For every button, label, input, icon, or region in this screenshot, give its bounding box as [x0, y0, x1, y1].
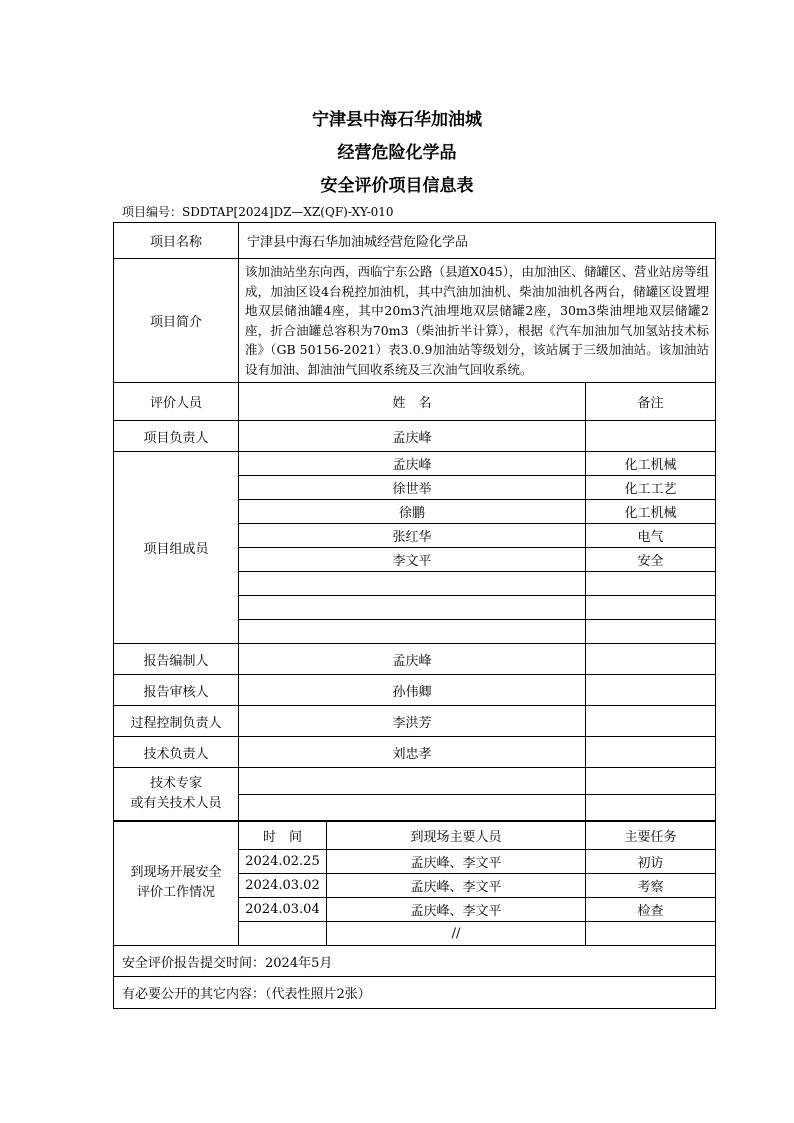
role-label: 报告编制人: [114, 644, 239, 675]
member-note: [586, 620, 716, 644]
info-table: [113, 222, 716, 1009]
member-row: [114, 452, 716, 476]
member-name: 徐鹏: [239, 500, 586, 524]
row-project-leader: [114, 421, 716, 452]
role-label: 过程控制负责人: [114, 706, 239, 737]
row-report-reviewer: [114, 675, 716, 706]
site-task: 检查: [586, 898, 716, 922]
title-line-2: 经营危险化学品: [337, 143, 457, 163]
role-name: 孟庆峰: [239, 644, 586, 675]
member-name: 张红华: [239, 524, 586, 548]
site-task: 考察: [586, 874, 716, 898]
member-name: [239, 572, 586, 596]
member-name: 李文平: [239, 548, 586, 572]
document-title: [0, 104, 794, 203]
site-work-label-line2: 评价工作情况: [136, 885, 215, 901]
experts-label: [114, 768, 239, 821]
member-note: [586, 596, 716, 620]
row-site-header: [114, 821, 716, 850]
public-content: 有必要公开的其它内容：（代表性照片2张）: [114, 977, 716, 1009]
project-name-value: 宁津县中海石华加油城经营危险化学品: [239, 223, 716, 259]
members-label: 项目组成员: [114, 452, 239, 644]
role-name: 李洪芳: [239, 706, 586, 737]
member-name: 徐世举: [239, 476, 586, 500]
leader-name: 孟庆峰: [239, 421, 586, 452]
title-line-3: 安全评价项目信息表: [320, 176, 474, 196]
leader-label: 项目负责人: [114, 421, 239, 452]
site-people: 孟庆峰、李文平: [327, 898, 586, 922]
site-work-label-line1: 到现场开展安全: [130, 865, 222, 881]
site-task: [586, 922, 716, 946]
site-header-time: 时 间: [239, 821, 327, 850]
member-note: 电气: [586, 524, 716, 548]
title-line-1: 宁津县中海石华加油城: [312, 110, 482, 130]
member-name: 孟庆峰: [239, 452, 586, 476]
site-header-people: 到现场主要人员: [327, 821, 586, 850]
site-time: [239, 922, 327, 946]
header-note: 备注: [586, 383, 716, 421]
member-note: 化工工艺: [586, 476, 716, 500]
site-people: 孟庆峰、李文平: [327, 874, 586, 898]
site-task: 初访: [586, 850, 716, 874]
member-name: [239, 620, 586, 644]
row-personnel-header: [114, 383, 716, 421]
member-note: 安全: [586, 548, 716, 572]
member-name: [239, 596, 586, 620]
role-name: 孙伟卿: [239, 675, 586, 706]
site-time: 2024.03.04: [239, 898, 327, 922]
experts-label-line1: 技术专家: [149, 775, 202, 791]
row-process-control: [114, 706, 716, 737]
site-people: //: [327, 922, 586, 946]
submit-time: 安全评价报告提交时间：2024年5月: [114, 946, 716, 977]
row-public-content: [114, 977, 716, 1009]
member-note: [586, 572, 716, 596]
site-work-label: [114, 821, 239, 946]
row-tech-lead: [114, 737, 716, 768]
project-name-label: 项目名称: [114, 223, 239, 259]
header-role: 评价人员: [114, 383, 239, 421]
role-label: 报告审核人: [114, 675, 239, 706]
row-experts: [114, 768, 716, 795]
row-project-name: [114, 223, 716, 259]
row-project-intro: [114, 259, 716, 383]
leader-note: [586, 421, 716, 452]
member-note: 化工机械: [586, 500, 716, 524]
site-time: 2024.03.02: [239, 874, 327, 898]
site-time: 2024.02.25: [239, 850, 327, 874]
row-report-author: [114, 644, 716, 675]
project-intro-value: 该加油站坐东向西，西临宁东公路（县道X045），由加油区、储罐区、营业站房等组成，加油区设4台税控加油机，其中汽油加油机、柴油加油机各两台，储罐区设置埋地双层储油罐4座，其中20m3汽油埋地双层储罐2座，30m3柴油埋地双层储罐2座，折合油罐总容积为70m3（柴油折半计算），根据《汽车加油加气加氢站技术标准》（GB 50156-2021）表3.0.9加油站等级划分，该站属于三级加油站。该加油站设有加油、卸油油气回收系统及三次油气回收系统。: [239, 259, 716, 383]
member-note: 化工机械: [586, 452, 716, 476]
site-header-task: 主要任务: [586, 821, 716, 850]
site-people: 孟庆峰、李文平: [327, 850, 586, 874]
role-label: 技术负责人: [114, 737, 239, 768]
header-name: 姓 名: [239, 383, 586, 421]
experts-label-line2: 或有关技术人员: [130, 795, 222, 811]
project-intro-label: 项目简介: [114, 259, 239, 383]
role-name: 刘忠孝: [239, 737, 586, 768]
row-submit-time: [114, 946, 716, 977]
project-id: 项目编号：SDDTAP[2024]DZ—XZ(QF)-XY-010: [122, 205, 394, 219]
